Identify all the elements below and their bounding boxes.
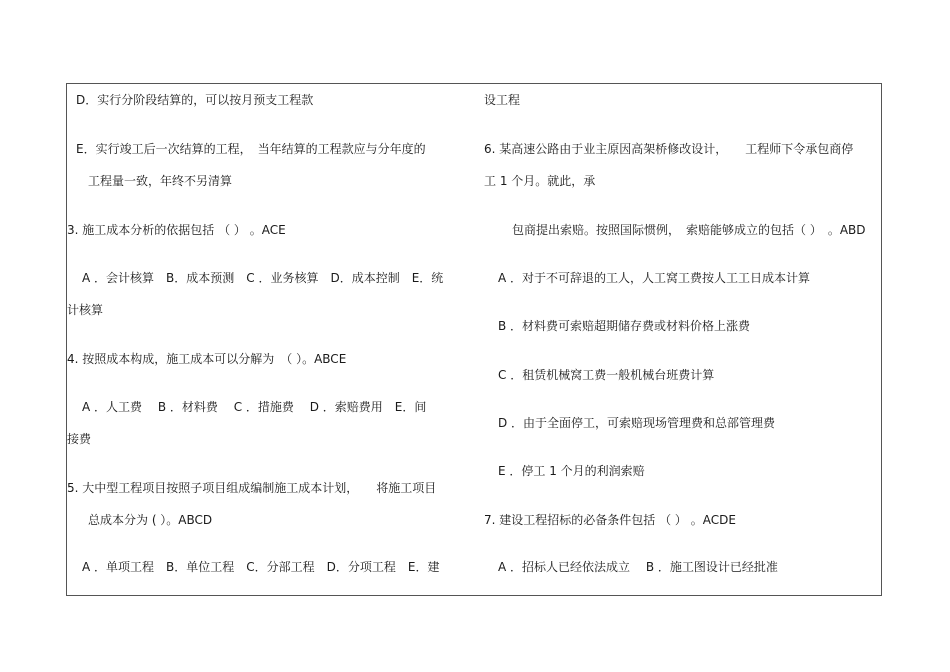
question-7: 7. 建设工程招标的必备条件包括 （ ） 。ACDE [484, 513, 736, 527]
option-e-continuation: 工程量一致，年终不另清算 [88, 174, 233, 188]
option-d-staged-settlement: D．实行分阶段结算的，可以按月预支工程款 [76, 93, 314, 107]
question-4-options-continuation: 接费 [67, 432, 92, 446]
question-6: 6. 某高速公路由于业主原因高架桥修改设计， 工程师下令承包商停 [484, 142, 854, 156]
question-6-option-e: E ．停工 1 个月的利润索赔 [498, 464, 645, 478]
question-4-options: A ．人工费 B ．材料费 C ．措施费 D ．索赔费用 E．间 [82, 400, 427, 414]
question-6-option-a: A ．对于不可辞退的工人，人工窝工费按人工工日成本计算 [498, 271, 811, 285]
question-5-continuation: 总成本分为 ( ）。ABCD [88, 513, 213, 527]
question-7-options: A ．招标人已经依法成立 B ．施工图设计已经批准 [498, 560, 778, 574]
question-4: 4. 按照成本构成，施工成本可以分解为 （ ）。ABCE [67, 352, 347, 366]
question-5-options-continuation: 设工程 [484, 93, 521, 107]
question-6-continuation-2: 包商提出索赔。按照国际惯例， 索赔能够成立的包括（ ） 。ABD [512, 223, 866, 237]
question-6-continuation-1: 工 1 个月。就此，承 [484, 174, 596, 188]
question-3: 3. 施工成本分析的依据包括 （ ） 。ACE [67, 223, 286, 237]
question-5: 5. 大中型工程项目按照子项目组成编制施工成本计划， 将施工项目 [67, 481, 437, 495]
question-3-options-continuation: 计核算 [67, 303, 104, 317]
question-5-options: A ．单项工程 B．单位工程 C．分部工程 D．分项工程 E．建 [82, 560, 440, 574]
question-6-option-b: B ．材料费可索赔超期储存费或材料价格上涨费 [498, 319, 751, 333]
question-6-option-c: C ．租赁机械窝工费一般机械台班费计算 [498, 368, 715, 382]
question-3-options: A ．会计核算 B．成本预测 C ．业务核算 D．成本控制 E．统 [82, 271, 444, 285]
question-6-option-d: D ．由于全面停工，可索赔现场管理费和总部管理费 [498, 416, 776, 430]
option-e-final-settlement: E．实行竣工后一次结算的工程， 当年结算的工程款应与分年度的 [76, 142, 426, 156]
